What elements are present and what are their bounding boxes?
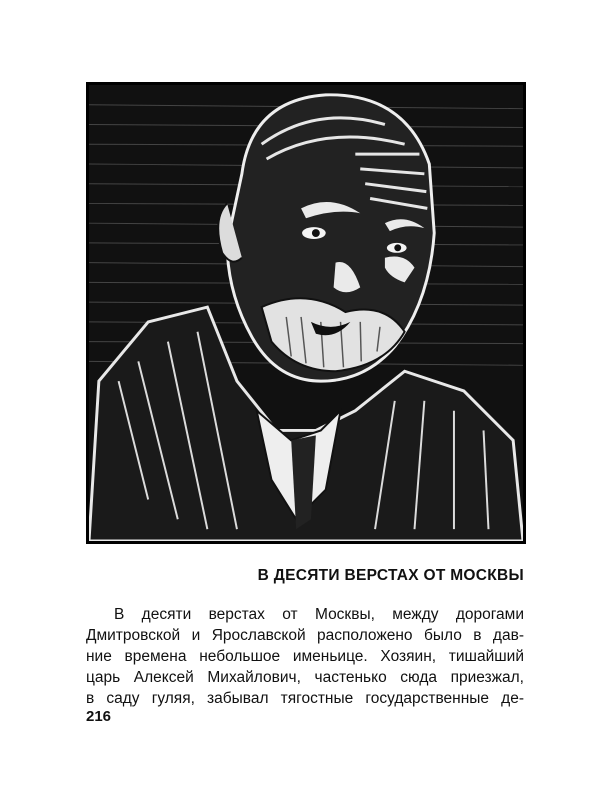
page-number: 216 (86, 708, 112, 725)
body-line: ние времена небольшое именьице. Хозяин, тишайший (86, 648, 524, 665)
chapter-body (86, 604, 524, 709)
body-line: в саду гуляя, забывал тягостные государственные де- (86, 690, 524, 707)
portrait-engraving (89, 85, 523, 541)
chapter-heading: В ДЕСЯТИ ВЕРСТАХ ОТ МОСКВЫ (257, 567, 524, 584)
woodcut-portrait (86, 82, 526, 544)
body-line: Дмитровской и Ярославской расположено было в дав- (86, 627, 524, 644)
body-line: царь Алексей Михайлович, частенько сюда приезжал, (86, 669, 524, 686)
body-line: В десяти верстах от Москвы, между дорогами (114, 606, 524, 623)
